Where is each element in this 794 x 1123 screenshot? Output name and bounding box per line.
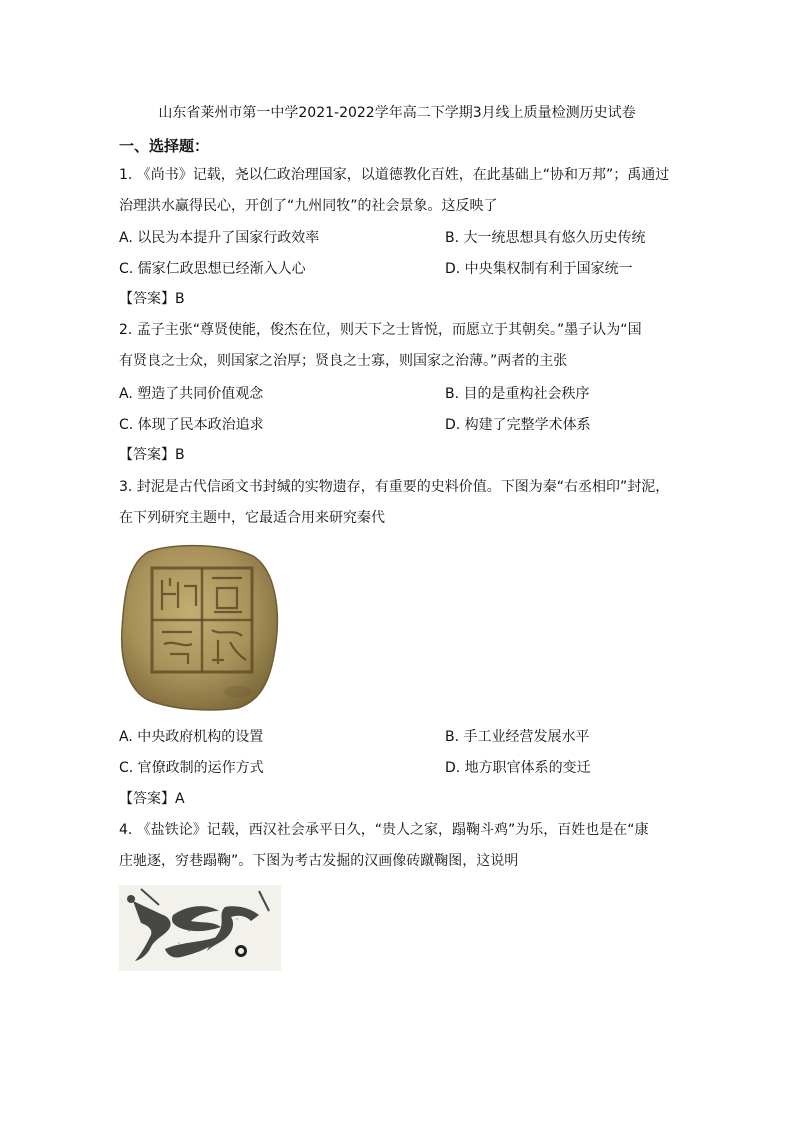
question-2-stem (119, 315, 679, 377)
question-3-option-b: B. 手工业经营发展水平 (445, 729, 590, 745)
question-1-answer (119, 290, 185, 308)
question-4-line-1: 4. 《盐铁论》记载，西汉社会承平日久，“贵人之家，蹋鞠斗鸡”为乐，百姓也是在“康 (119, 822, 649, 838)
question-2-line-1: 2. 孟子主张“尊贤使能，俊杰在位，则天下之士皆悦，而愿立于其朝矣。”墨子认为“国 (119, 322, 642, 338)
question-4-line-2: 庄驰逐，穷巷蹋鞠”。下图为考古发掘的汉画像砖蹴鞠图，这说明 (119, 853, 519, 869)
question-3-option-a: A. 中央政府机构的设置 (119, 729, 264, 745)
question-1-option-d: D. 中央集权制有利于国家统一 (445, 261, 633, 277)
question-2-option-d: D. 构建了完整学术体系 (445, 417, 591, 433)
question-2-line-2: 有贤良之士众，则国家之治厚；贤良之士寡，则国家之治薄。”两者的主张 (119, 353, 568, 369)
question-1-line-2: 治理洪水赢得民心，开创了“九州同牧”的社会景象。这反映了 (119, 198, 498, 214)
question-1-option-a: A. 以民为本提升了国家行政效率 (119, 230, 320, 246)
question-2-option-b: B. 目的是重构社会秩序 (445, 386, 590, 402)
answer-label: 【答案】 (119, 447, 175, 463)
han-brick-cuju-image (119, 885, 281, 971)
question-2-option-a: A. 塑造了共同价值观念 (119, 386, 264, 402)
question-1-line-1: 1. 《尚书》记载，尧以仁政治理国家，以道德教化百姓，在此基础上“协和万邦”；禹通过 (119, 167, 670, 183)
question-1-option-b: B. 大一统思想具有悠久历史传统 (445, 230, 646, 246)
seal-clay-image (118, 542, 282, 712)
question-3-line-2: 在下列研究主题中，它最适合用来研究秦代 (119, 510, 385, 526)
answer-label: 【答案】 (119, 791, 175, 807)
question-2-option-c: C. 体现了民本政治追求 (119, 417, 264, 433)
answer-value: B (175, 447, 185, 463)
answer-label: 【答案】 (119, 291, 175, 307)
question-1-stem (119, 160, 679, 222)
answer-value: B (175, 291, 185, 307)
question-3-option-c: C. 官僚政制的运作方式 (119, 760, 264, 776)
question-1-option-c: C. 儒家仁政思想已经渐入人心 (119, 261, 306, 277)
question-3-answer (119, 790, 185, 808)
question-4-stem (119, 815, 679, 877)
page-title: 山东省莱州市第一中学2021-2022学年高二下学期3月线上质量检测历史试卷 (158, 105, 636, 121)
question-3-line-1: 3. 封泥是古代信函文书封缄的实物遗存，有重要的史料价值。下图为秦“右丞相印”封泥， (119, 479, 670, 495)
section-heading: 一、选择题： (119, 137, 210, 155)
answer-value: A (175, 791, 185, 807)
question-3-option-d: D. 地方职官体系的变迁 (445, 760, 591, 776)
question-3-stem (119, 472, 679, 534)
question-2-answer (119, 446, 185, 464)
